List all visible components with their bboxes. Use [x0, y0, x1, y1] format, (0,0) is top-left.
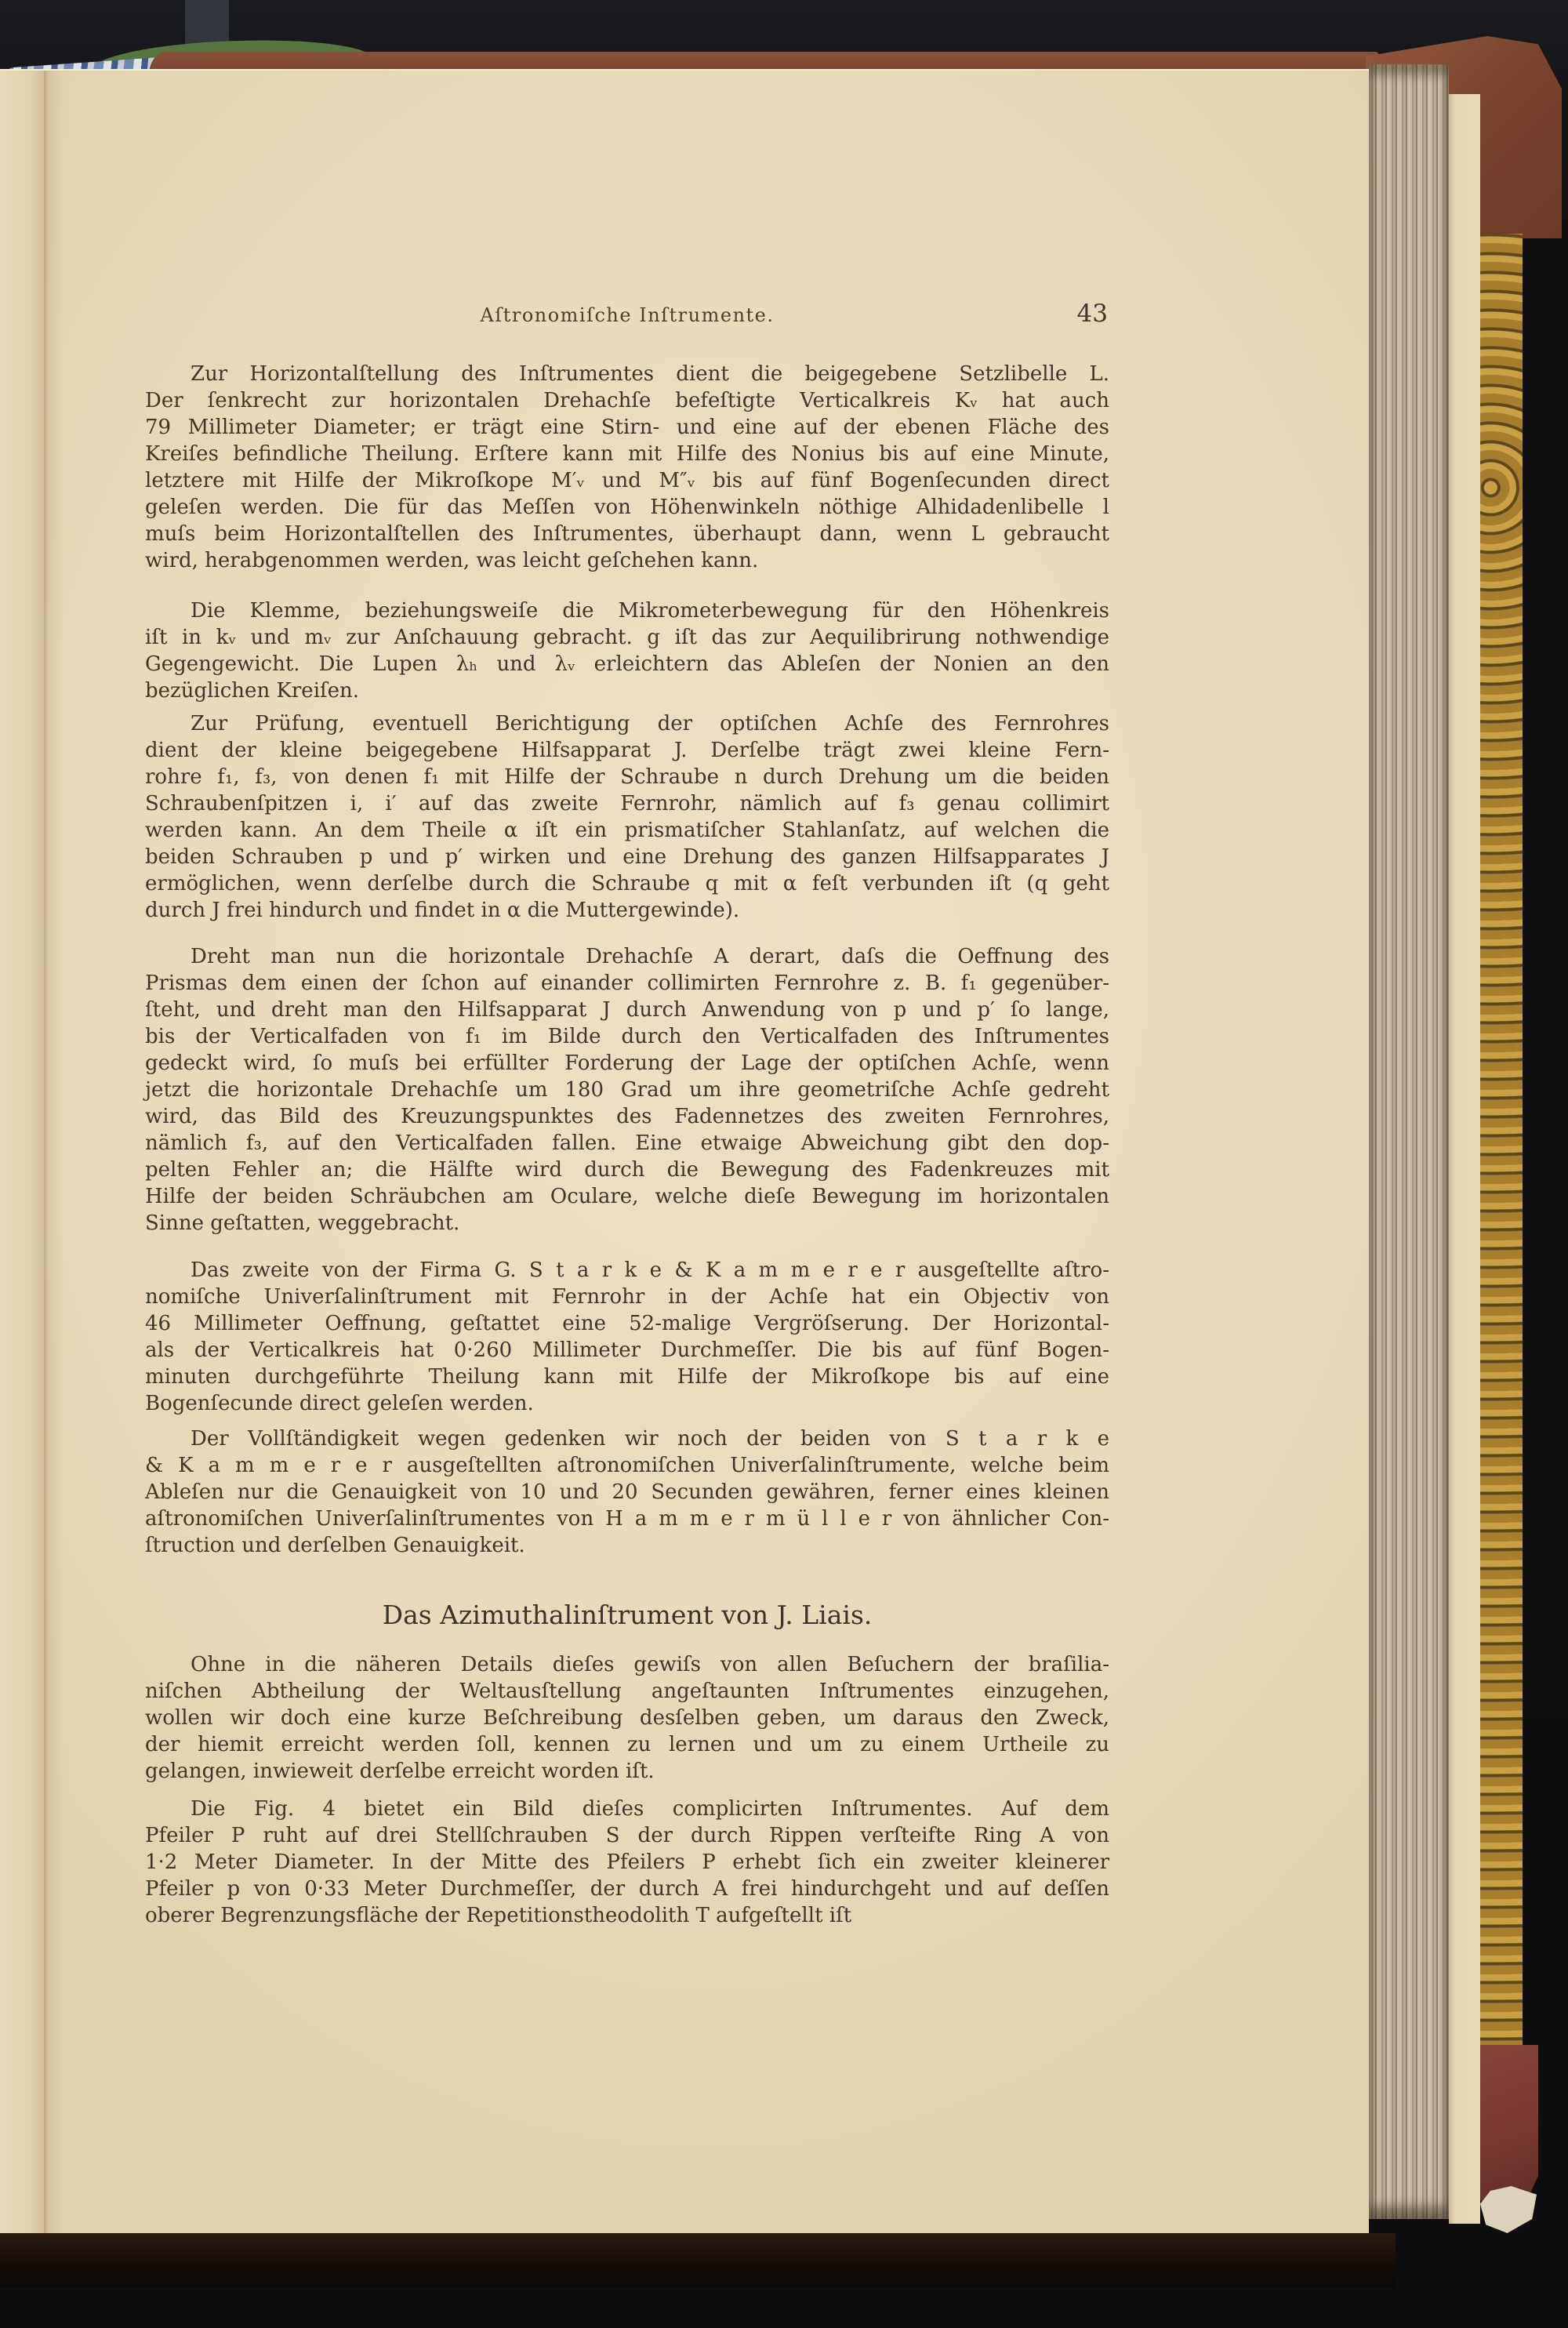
text-line: rohre f₁, f₃, von denen f₁ mit Hilfe der Schraube n durch Drehung um die beiden — [145, 765, 1109, 789]
text-line: oberer Begrenzungsfläche der Repetitionstheodolith T aufgeſtellt iſt — [145, 1904, 852, 1927]
text-line: niſchen Abtheilung der Weltausſtellung angeſtaunten Inſtrumentes einzugehen, — [145, 1680, 1109, 1703]
text-line: Ohne in die näheren Details dieſes gewiſs von allen Beſuchern der braſilia- — [191, 1653, 1109, 1676]
text-line: Die Klemme, beziehungsweiſe die Mikrometerbewegung für den Höhenkreis — [191, 599, 1109, 623]
text-line: beiden Schrauben p und p′ wirken und eine Drehung des ganzen Hilfsapparates J — [145, 845, 1109, 869]
text-line: ermöglichen, wenn derſelbe durch die Schraube q mit α feſt verbunden iſt (q geht — [145, 872, 1109, 895]
text-line: pelten Fehler an; die Hälfte wird durch die Bewegung des Fadenkreuzes mit — [145, 1158, 1109, 1182]
text-line: wird, das Bild des Kreuzungspunktes des Fadennetzes des zweiten Fernrohres, — [145, 1105, 1109, 1128]
text-line: aſtronomiſchen Univerſalinſtrumentes von H a m m e r m ü l l e r von ähnlicher Con- — [145, 1507, 1109, 1531]
text-line: Pfeiler P ruht auf drei Stellſchrauben S der durch Rippen verſteifte Ring A von — [145, 1824, 1109, 1847]
paragraph — [145, 597, 1109, 704]
text-line: bis der Verticalfaden von f₁ im Bilde durch den Verticalfaden des Inſtrumentes — [145, 1025, 1109, 1048]
page-bottom-shadow — [0, 2233, 1396, 2288]
text-line: ſtruction und derſelben Genauigkeit. — [145, 1534, 525, 1557]
running-title: Aſtronomiſche Inſtrumente. — [480, 304, 775, 326]
text-line: Die Fig. 4 bietet ein Bild dieſes complicirten Inſtrumentes. Auf dem — [191, 1797, 1109, 1821]
text-line: Der ſenkrecht zur horizontalen Drehachſe befeſtigte Verticalkreis Kᵥ hat auch — [145, 389, 1109, 412]
text-line: Zur Prüfung, eventuell Berichtigung der optiſchen Achſe des Fernrohres — [191, 712, 1109, 735]
paragraph — [145, 1796, 1109, 1929]
paragraph — [145, 943, 1109, 1237]
text-line: letztere mit Hilfe der Mikroſkope M′ᵥ und M″ᵥ bis auf fünf Bogenſecunden direct — [145, 469, 1109, 492]
paragraph — [145, 1425, 1109, 1559]
text-line: Der Vollſtändigkeit wegen gedenken wir noch der beiden von S t a r k e — [191, 1427, 1109, 1451]
paragraph — [145, 1651, 1109, 1785]
text-line: 1·2 Meter Diameter. In der Mitte des Pfeilers P erhebt ſich ein zweiter kleinerer — [145, 1850, 1109, 1874]
paragraph — [145, 1257, 1109, 1417]
text-line: bezüglichen Kreiſen. — [145, 679, 360, 703]
text-line: der hiemit erreicht werden ſoll, kennen zu lernen und um zu einem Urtheile zu — [145, 1733, 1109, 1756]
text-line: gelangen, inwieweit derſelbe erreicht worden iſt. — [145, 1760, 655, 1783]
text-line: Zur Horizontalſtellung des Inſtrumentes dient die beigegebene Setzlibelle L. — [191, 362, 1109, 386]
text-line: Kreiſes befindliche Theilung. Erſtere kann mit Hilfe des Nonius bis auf eine Minute, — [145, 442, 1109, 466]
text-line: gedeckt wird, ſo muſs bei erfüllter Forderung der Lage der optiſchen Achſe, wenn — [145, 1051, 1109, 1075]
text-line: durch J frei hindurch und findet in α die Muttergewinde). — [145, 899, 740, 922]
text-line: Dreht man nun die horizontale Drehachſe A derart, daſs die Oeffnung des — [191, 945, 1109, 968]
text-line: Gegengewicht. Die Lupen λₕ und λᵥ erleichtern das Ableſen der Nonien an den — [145, 652, 1109, 676]
text-line: 46 Millimeter Oeffnung, geſtattet eine 52-malige Vergröſserung. Der Horizontal- — [145, 1312, 1109, 1335]
paragraph — [145, 361, 1109, 574]
text-line: muſs beim Horizontalſtellen des Inſtrumentes, überhaupt dann, wenn L gebraucht — [145, 522, 1109, 546]
text-line: ſteht, und dreht man den Hilfsapparat J durch Anwendung von p und p′ ſo lange, — [145, 998, 1109, 1022]
text-line: als der Verticalkreis hat 0·260 Millimeter Durchmeſſer. Die bis auf fünf Bogen- — [145, 1338, 1109, 1362]
text-line: Prismas dem einen der ſchon auf einander collimirten Fernrohre z. B. f₁ gegenüber- — [145, 972, 1109, 995]
text-line: nomiſche Univerſalinſtrument mit Fernrohr in der Achſe hat ein Objectiv von — [145, 1285, 1109, 1309]
text-line: geleſen werden. Die für das Meſſen von Höhenwinkeln nöthige Alhidadenlibelle l — [145, 496, 1109, 519]
page-number: 43 — [1076, 300, 1108, 328]
text-line: jetzt die horizontale Drehachſe um 180 Grad um ihre geometriſche Achſe gedreht — [145, 1078, 1109, 1102]
paragraph — [145, 710, 1109, 924]
text-line: Hilfe der beiden Schräubchen am Oculare, welche dieſe Bewegung im horizontalen — [145, 1185, 1109, 1208]
text-line: Ableſen nur die Genauigkeit von 10 und 20 Secunden gewähren, ferner eines kleinen — [145, 1480, 1109, 1504]
running-header — [145, 300, 1109, 336]
text-line: Sinne geſtatten, weggebracht. — [145, 1211, 460, 1235]
text-line: werden kann. An dem Theile α iſt ein prismatiſcher Stahlanſatz, auf welchen die — [145, 819, 1109, 842]
text-line: Das zweite von der Firma G. S t a r k e & K a m m e r e r ausgeſtellte aſtro- — [191, 1258, 1109, 1282]
text-line: wollen wir doch eine kurze Beſchreibung desſelben geben, um daraus den Zweck, — [145, 1706, 1109, 1730]
text-line: dient der kleine beigegebene Hilfsapparat J. Derſelbe trägt zwei kleine Fern- — [145, 739, 1109, 762]
text-line: iſt in kᵥ und mᵥ zur Anſchauung gebracht. g iſt das zur Aequilibrirung nothwendige — [145, 626, 1109, 649]
text-line: & K a m m e r e r ausgeſtellten aſtronomiſchen Univerſalinſtrumente, welche beim — [145, 1454, 1109, 1477]
text-line: wird, herabgenommen werden, was leicht geſchehen kann. — [145, 549, 759, 572]
text-line: minuten durchgeführte Theilung kann mit Hilfe der Mikroſkope bis auf eine — [145, 1365, 1109, 1389]
text-line: Pfeiler p von 0·33 Meter Durchmeſſer, der durch A frei hindurchgeht und auf deſſen — [145, 1877, 1109, 1901]
text-line: Bogenſecunde direct geleſen werden. — [145, 1392, 534, 1415]
text-line: nämlich f₃, auf den Verticalfaden fallen. Eine etwaige Abweichung gibt den dop- — [145, 1131, 1109, 1155]
text-line: Schraubenſpitzen i, i′ auf das zweite Fernrohr, nämlich auf f₃ genau collimirt — [145, 792, 1109, 815]
text-line: 79 Millimeter Diameter; er trägt eine Stirn- und eine auf der ebenen Fläche des — [145, 416, 1109, 439]
section-heading: Das Azimuthalinſtrument von J. Liais. — [382, 1600, 873, 1630]
